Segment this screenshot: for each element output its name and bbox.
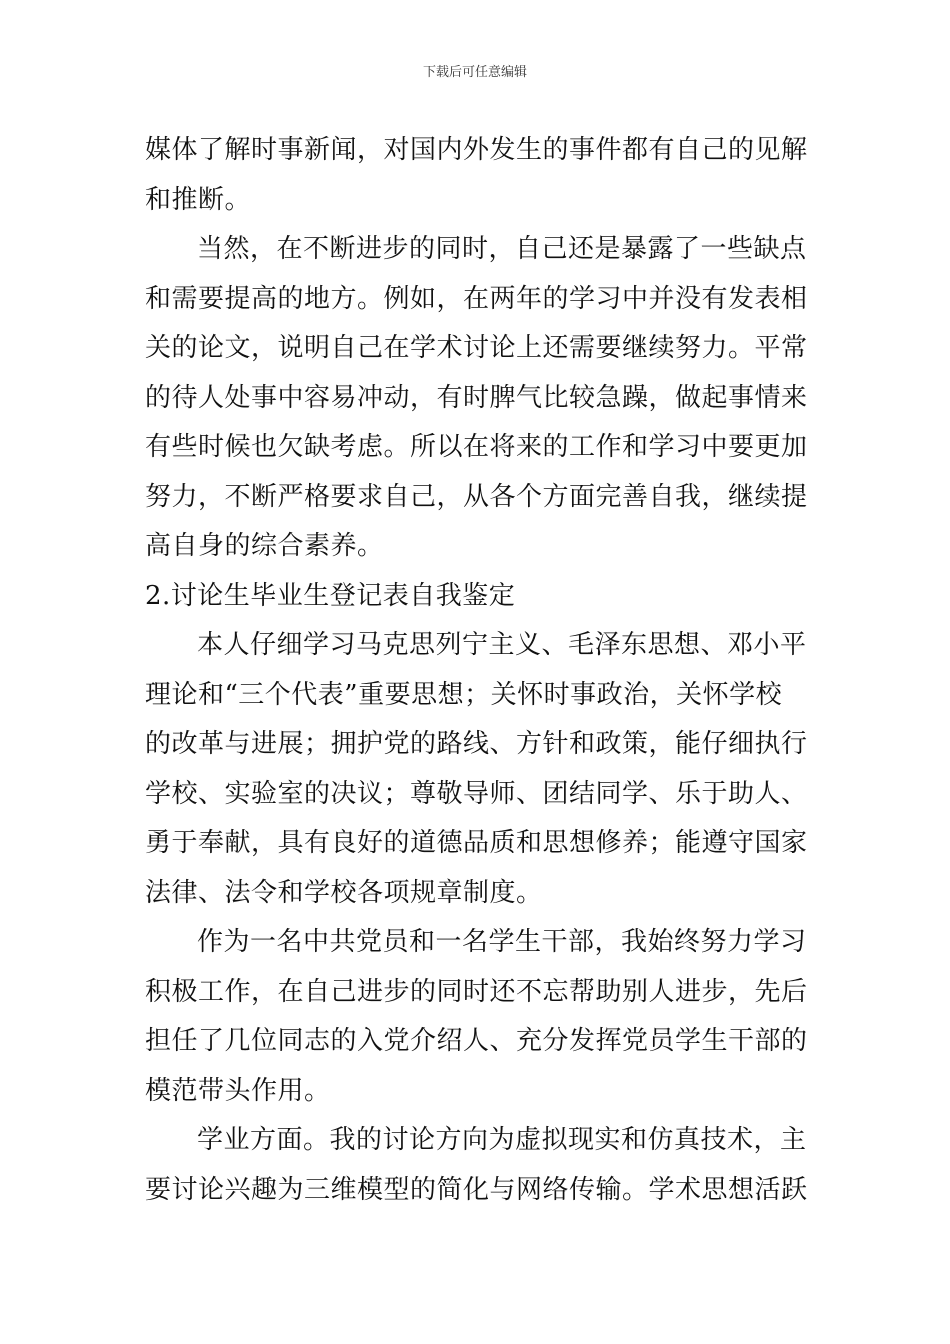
text-line: 担任了几位同志的入党介绍人、充分发挥党员学生干部的: [145, 1026, 808, 1056]
text-line: 和需要提高的地方。例如，在两年的学习中并没有发表相: [145, 283, 808, 314]
text-line: 要讨论兴趣为三维模型的简化与网络传输。学术思想活跃: [145, 1174, 808, 1205]
paragraph-start: 作为一名中共党员和一名学生干部，我始终努力学习: [197, 927, 807, 957]
page-header: 下载后可任意编辑: [422, 65, 527, 80]
text-line: 模范带头作用。: [145, 1075, 331, 1106]
text-line: 的改革与进展；拥护党的路线、方针和政策，能仔细执行: [145, 729, 808, 759]
text-line: 努力，不断严格要求自己，从各个方面完善自我，继续提: [145, 481, 808, 512]
paragraph-start: 当然，在不断进步的同时，自己还是暴露了一些缺点: [197, 234, 807, 264]
paragraph-start: 本人仔细学习马克思列宁主义、毛泽东思想、邓小平: [197, 630, 807, 660]
text-line: 积极工作，在自己进步的同时还不忘帮助别人进步，先后: [145, 976, 808, 1007]
text-line: 关的论文，说明自己在学术讨论上还需要继续努力。平常: [145, 333, 808, 363]
text-line: 法律、法令和学校各项规章制度。: [145, 877, 543, 908]
text-line: 理论和“三个代表”重要思想；关怀时事政治，关怀学校: [145, 679, 783, 710]
text-line: 学校、实验室的决议；尊敬导师、团结同学、乐于助人、: [145, 778, 808, 809]
section-heading: 2.讨论生毕业生登记表自我鉴定: [145, 580, 516, 611]
text-line: 高自身的综合素养。: [145, 531, 384, 561]
text-line: 勇于奉献，具有良好的道德品质和思想修养；能遵守国家: [145, 828, 808, 858]
text-line: 有些时候也欠缺考虑。所以在将来的工作和学习中要更加: [145, 432, 808, 462]
paragraph-start: 学业方面。我的讨论方向为虚拟现实和仿真技术，主: [197, 1125, 807, 1155]
text-line: 和推断。: [145, 184, 252, 215]
text-line: 的待人处事中容易冲动，有时脾气比较急躁，做起事情来: [145, 382, 808, 413]
document-body: [145, 126, 810, 1215]
text-line: 媒体了解时事新闻，对国内外发生的事件都有自己的见解: [145, 135, 808, 165]
